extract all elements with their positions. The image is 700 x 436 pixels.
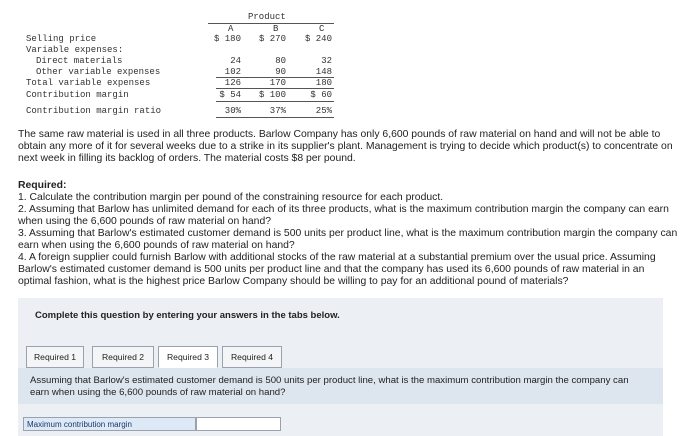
- contribution-margin-a: $ 54: [219, 90, 241, 100]
- contribution-margin-b: $ 100: [258, 90, 286, 100]
- total-variable-b: 170: [269, 78, 286, 88]
- row-label-total-variable: Total variable expenses: [26, 78, 151, 88]
- answer-panel: [18, 298, 663, 436]
- other-variable-b: 90: [275, 67, 286, 77]
- ratio-rule: [216, 117, 334, 118]
- cm-ratio-c: 25%: [315, 106, 332, 116]
- other-variable-c: 148: [315, 67, 332, 77]
- direct-materials-a: 24: [230, 56, 241, 66]
- col-header-a: A: [228, 24, 234, 34]
- tab-required-2[interactable]: Required 2: [92, 346, 154, 368]
- product-cost-table: [26, 10, 356, 122]
- row-label-variable-expenses: Variable expenses:: [26, 45, 124, 55]
- other-variable-a: 102: [224, 67, 241, 77]
- question-text: Assuming that Barlow's estimated customer demand is 500 units per product line, what is the maximum contribution margin the company can earn when using the 6,600 pounds of raw material on hand?: [30, 375, 629, 398]
- required-item-3: 3. Assuming that Barlow's estimated customer demand is 500 units per product line, what is the maximum contribution margin the company can earn when using the 6,600 pounds of raw material on hand?: [18, 228, 678, 251]
- header-rule: [208, 23, 334, 24]
- total-rule: [216, 88, 334, 89]
- product-header: Product: [248, 12, 286, 22]
- cm-ratio-a: 30%: [224, 106, 241, 116]
- tab-required-1[interactable]: Required 1: [26, 346, 84, 368]
- tab-required-4[interactable]: Required 4: [222, 346, 282, 368]
- required-title: Required:: [18, 180, 67, 191]
- direct-materials-c: 32: [321, 56, 332, 66]
- tab-required-3[interactable]: Required 3: [158, 346, 218, 368]
- row-label-cm-ratio: Contribution margin ratio: [26, 106, 162, 116]
- required-item-2: 2. Assuming that Barlow has unlimited demand for each of its three products, what is the maximum contribution margin the company can earn when using the 6,600 pounds of raw material on hand?: [18, 204, 669, 227]
- required-item-1: 1. Calculate the contribution margin per pound of the constraining resource for each product.: [18, 192, 444, 203]
- total-variable-c: 180: [315, 78, 332, 88]
- selling-price-a: $ 180: [213, 34, 241, 44]
- direct-materials-b: 80: [275, 56, 286, 66]
- row-label-selling-price: Selling price: [26, 34, 97, 44]
- total-variable-a: 126: [224, 78, 241, 88]
- problem-intro: The same raw material is used in all three products. Barlow Company has only 6,600 pounds of raw material on hand and will not be able to obtain any more of it for several weeks due to a strike in its supplier's plant. Management is trying to decide which product(s) to concentrate on next week in filling its backlog of orders. The material costs $8 per pound.: [18, 129, 673, 164]
- row-label-contribution-margin: Contribution margin: [26, 90, 129, 100]
- row-label-other-variable: Other variable expenses: [36, 67, 161, 77]
- selling-price-b: $ 270: [258, 34, 286, 44]
- answer-label: Maximum contribution margin: [23, 417, 196, 431]
- contribution-margin-c: $ 60: [310, 90, 332, 100]
- col-header-c: C: [319, 24, 325, 34]
- margin-double-rule-1: [216, 101, 334, 102]
- col-header-b: B: [273, 24, 279, 34]
- selling-price-c: $ 240: [304, 34, 332, 44]
- row-label-direct-materials: Direct materials: [36, 56, 123, 66]
- question-box: [18, 368, 663, 404]
- cm-ratio-b: 37%: [269, 106, 286, 116]
- panel-instruction: Complete this question by entering your answers in the tabs below.: [35, 310, 340, 321]
- maximum-contribution-margin-input[interactable]: [196, 417, 281, 431]
- required-item-4: 4. A foreign supplier could furnish Barlow with additional stocks of the raw material at a substantial premium over the usual price. Assuming Barlow's estimated customer demand is 500 units per product line and that the company has used its 6,600 pounds of raw material in an optimal fashion, what is the highest price Barlow Company should be willing to pay for an additional pound of materials?: [18, 252, 656, 287]
- required-section: [18, 180, 678, 288]
